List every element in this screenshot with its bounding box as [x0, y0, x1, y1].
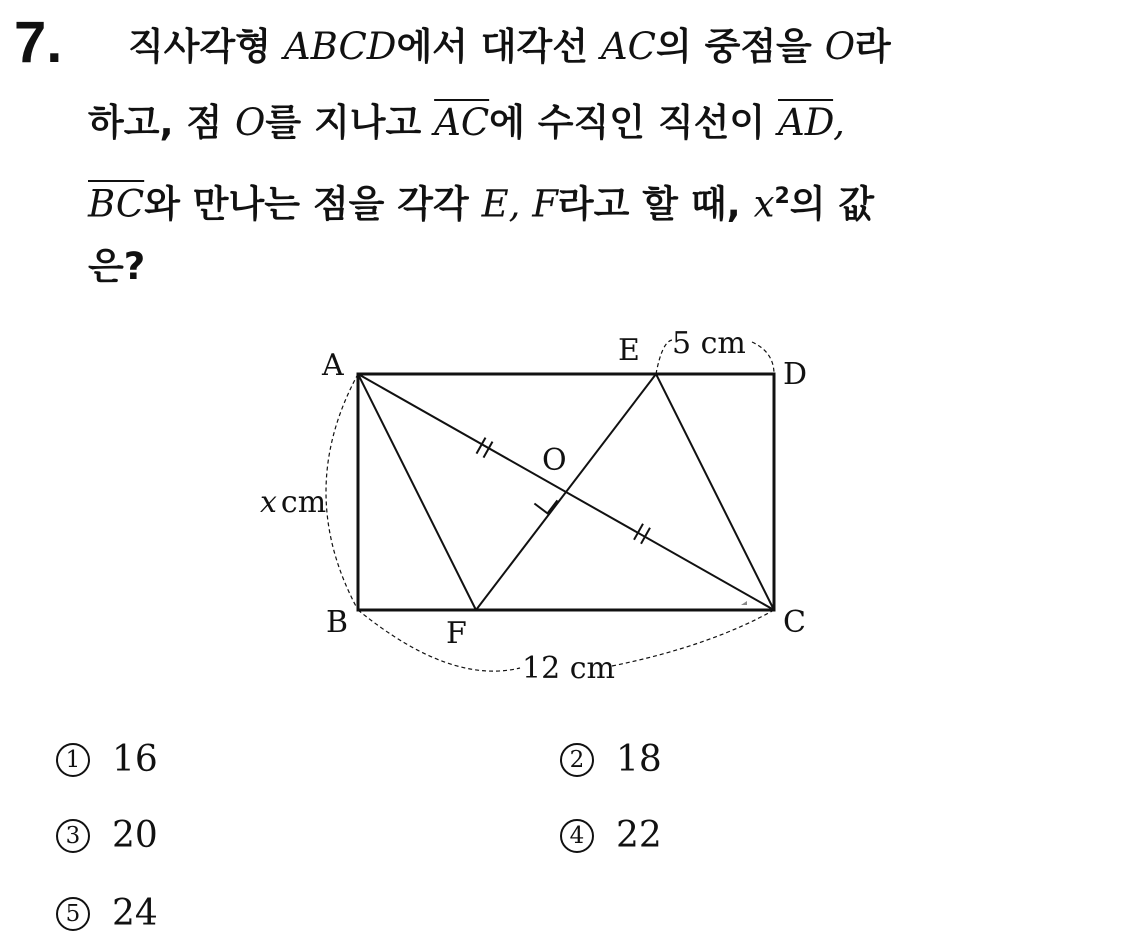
- math-segment-ad-overline: $\overline{AD}$: [778, 101, 834, 144]
- dimension-arc-ed-left: [656, 340, 672, 374]
- label-f: F: [446, 616, 467, 651]
- dimension-arc-bc-right: [612, 610, 774, 666]
- dimension-arc-ed-right: [752, 342, 774, 374]
- segment-fe: [476, 374, 656, 610]
- question-text: 와 만나는 점을 각각: [144, 182, 482, 226]
- choice-2[interactable]: [560, 738, 662, 782]
- choice-1[interactable]: [56, 738, 158, 782]
- choice-number-2: 2: [560, 743, 594, 777]
- segment-ec: [656, 374, 774, 610]
- question-number: 7.: [14, 10, 63, 75]
- math-exponent: 2: [774, 184, 790, 209]
- label-length-ed: 5 cm: [672, 326, 746, 361]
- question-text: 에 수직인 직선이: [489, 101, 778, 144]
- question-text: 라고 할 때,: [557, 182, 754, 226]
- dimension-arcs: [326, 340, 774, 671]
- question-text: 하고, 점: [88, 101, 236, 144]
- question-line-3: [88, 172, 874, 229]
- question-text: 직사각형: [128, 25, 284, 68]
- label-a: A: [322, 348, 344, 383]
- math-rectangle-abcd: ABCD: [283, 25, 397, 68]
- choice-value: 18: [616, 739, 662, 780]
- math-variable-x: x: [753, 182, 775, 226]
- math-point-o: O: [235, 101, 266, 144]
- question-line-4: [88, 242, 145, 292]
- question-text: 라: [855, 25, 891, 68]
- label-unit-cm: cm: [280, 485, 327, 520]
- label-length-ab: [260, 485, 326, 520]
- math-point-f: F: [532, 182, 558, 226]
- math-segment-ac-overline: $\overline{AC}$: [434, 101, 490, 144]
- math-point-e: E: [481, 182, 509, 226]
- dimension-arc-ab: [326, 374, 358, 610]
- choice-5[interactable]: [56, 892, 158, 936]
- label-e: E: [618, 333, 640, 368]
- math-segment-ac: AC: [600, 25, 656, 68]
- choice-3[interactable]: [56, 814, 158, 858]
- choice-number-1: 1: [56, 743, 90, 777]
- choice-number-3: 3: [56, 819, 90, 853]
- label-b: B: [326, 605, 349, 640]
- choice-value: 20: [112, 815, 158, 856]
- corner-dot-mark: [741, 601, 747, 605]
- question-comma: ,: [833, 101, 845, 144]
- rectangle-figure: [240, 320, 820, 690]
- choice-number-5: 5: [56, 897, 90, 931]
- question-text: 를 지나고: [265, 101, 435, 144]
- question-text: 은?: [88, 245, 146, 288]
- question-line-1: [128, 22, 891, 72]
- segment-af: [358, 374, 476, 610]
- label-d: D: [783, 357, 808, 392]
- label-variable-x: x: [260, 485, 277, 520]
- question-line-2: [88, 98, 845, 148]
- dimension-arc-bc-left: [358, 610, 520, 671]
- math-segment-bc-overline: $\overline{BC}$: [88, 182, 145, 226]
- choice-4[interactable]: [560, 814, 662, 858]
- question-text: 의 중점을: [655, 25, 825, 68]
- question-text: 에서 대각선: [396, 25, 601, 68]
- label-o: O: [542, 443, 567, 478]
- label-c: C: [783, 605, 806, 640]
- choice-value: 16: [112, 739, 158, 780]
- choice-value: 24: [112, 893, 158, 934]
- equal-tick-marks-ao: [477, 438, 493, 458]
- question-comma: ,: [508, 182, 533, 226]
- question-text: 의 값: [789, 182, 875, 226]
- label-length-bc: 12 cm: [522, 651, 615, 686]
- equal-tick-marks-oc: [634, 524, 650, 544]
- choice-number-4: 4: [560, 819, 594, 853]
- math-point-o: O: [824, 25, 856, 68]
- choice-value: 22: [616, 815, 662, 856]
